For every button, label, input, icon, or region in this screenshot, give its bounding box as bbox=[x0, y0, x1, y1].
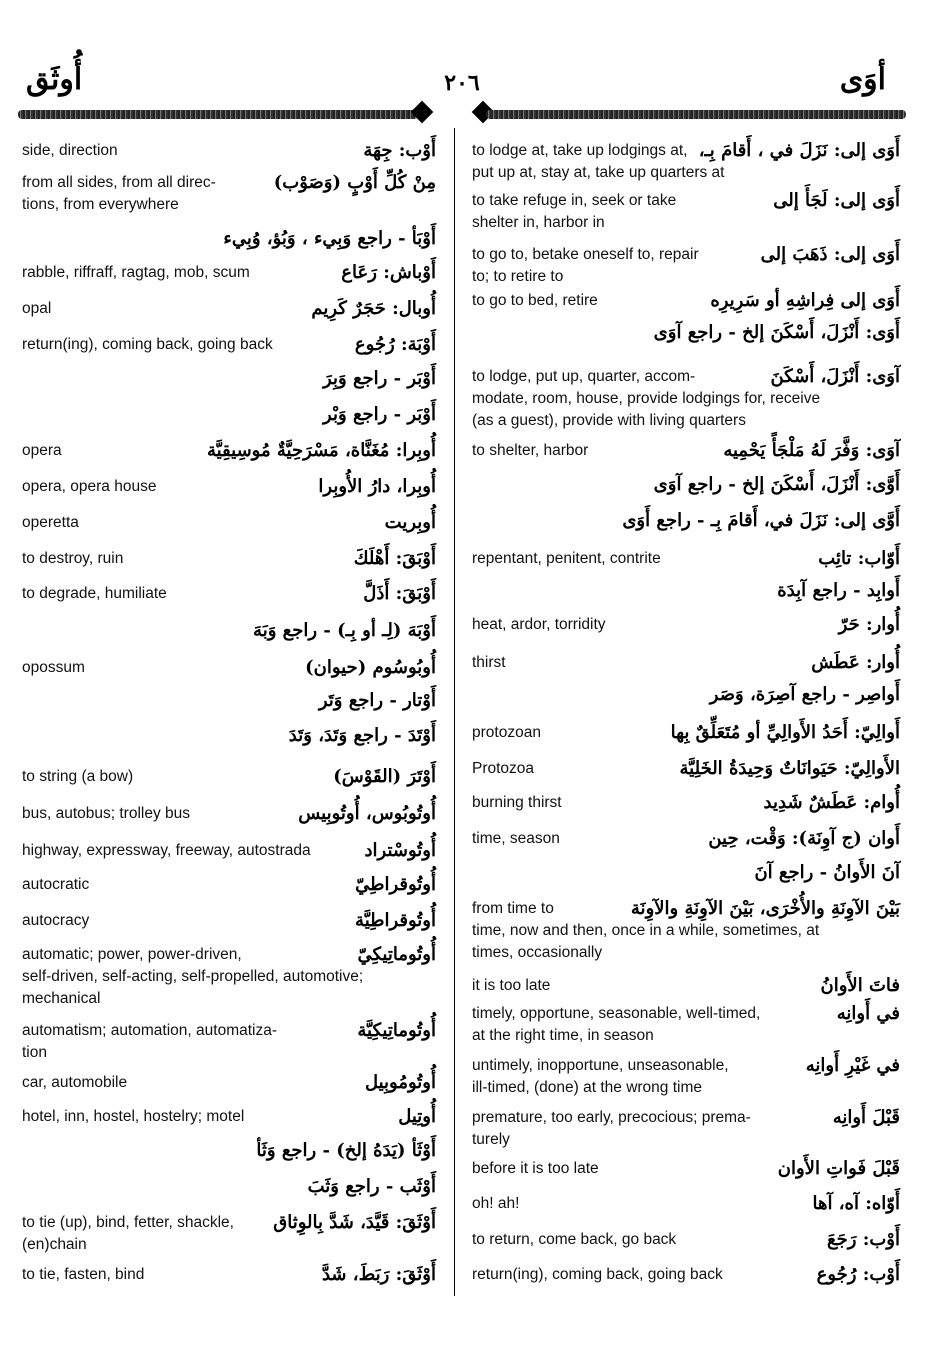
arabic-headword: قَبْلَ أَوانِه bbox=[832, 1107, 900, 1128]
arabic-headword: أَوالِيّ: أَحَدُ الأَوالِيِّ أو مُتَعَلِّقٌ بِها bbox=[670, 722, 900, 743]
english-definition: opossum bbox=[22, 659, 85, 676]
arabic-headword: أُوبِريت bbox=[384, 512, 436, 533]
arabic-headword: أُوام: عَطَشٌ شَدِيد bbox=[763, 792, 900, 813]
arabic-headword: في غَيْرِ أَوانِه bbox=[805, 1055, 900, 1076]
arabic-headword: بَيْنَ الآوِنَةِ والأُخْرَى، بَيْنَ الآوِنَةِ والآوِنَة bbox=[630, 898, 900, 919]
english-definition: it is too late bbox=[472, 977, 551, 994]
english-definition: from all sides, from all direc- tions, from everywhere bbox=[22, 174, 216, 213]
arabic-headword: أُوتُوقراطِيَّة bbox=[355, 910, 436, 931]
english-definition: to return, come back, go back bbox=[472, 1231, 677, 1248]
arabic-headword: أُوتُوماتِيكِيَّة bbox=[357, 1020, 436, 1041]
english-definition: premature, too early, precocious; prema- turely bbox=[472, 1109, 751, 1148]
arabic-headword: الأَوالِيّ: حَيَوانَاتٌ وَحِيدَةُ الخَلِيَّة bbox=[679, 758, 900, 779]
arabic-headword: أَوَى إلى: نَزَلَ في ، أَقامَ بِـ، bbox=[698, 140, 900, 161]
english-definition: return(ing), coming back, going back bbox=[22, 336, 273, 353]
arabic-headword: أَوَى إلى: ذَهَبَ إلى bbox=[760, 244, 900, 265]
arabic-headword: أَوْبَقَ: أَذَلَّ bbox=[363, 583, 436, 604]
arabic-headword: أَوْبَأ - راجع وَبِيء ، وَبُؤ، وُبِيء bbox=[223, 228, 436, 249]
arabic-headword: أَوْتَرَ (القَوْسَ) bbox=[333, 766, 436, 787]
arabic-headword: أُوتِيل bbox=[398, 1106, 436, 1127]
english-definition: opal bbox=[22, 300, 52, 317]
arabic-headword: أَوَى إلى: لَجَأَ إلى bbox=[773, 190, 900, 211]
english-definition: autocracy bbox=[22, 912, 90, 929]
arabic-headword: آوَى: وَفَّرَ لَهُ مَلْجَأً يَحْمِيه bbox=[723, 440, 900, 461]
english-definition: protozoan bbox=[472, 724, 541, 741]
arabic-headword: أَوْثَأ (يَدَهُ إلخ) - راجع وَثَأ bbox=[256, 1140, 436, 1161]
english-definition: repentant, penitent, contrite bbox=[472, 550, 661, 567]
english-definition: thirst bbox=[472, 654, 506, 671]
arabic-headword: في أَوانِه bbox=[836, 1003, 900, 1024]
english-definition: to destroy, ruin bbox=[22, 550, 124, 567]
english-definition: to degrade, humiliate bbox=[22, 585, 167, 602]
arabic-headword: أَوْثَب - راجع وَثَبَ bbox=[307, 1176, 436, 1197]
page-number: ٢٠٦ bbox=[444, 70, 480, 96]
english-definition: oh! ah! bbox=[472, 1195, 520, 1212]
arabic-headword: أَوْتار - راجع وَتَر bbox=[318, 690, 436, 711]
english-definition: to shelter, harbor bbox=[472, 442, 589, 459]
english-definition: burning thirst bbox=[472, 794, 562, 811]
arabic-headword: أَوْبَهَ (لِـ أو بِـ) - راجع وَبَهَ bbox=[253, 620, 436, 641]
english-definition: automatic; power, power-driven, self-driven, self-acting, self-propelled, automotive; mechanical bbox=[22, 946, 364, 1007]
arabic-headword: أُوبِرا، دارُ الأُوبِرا bbox=[318, 476, 436, 497]
english-definition: car, automobile bbox=[22, 1074, 128, 1091]
english-definition: to go to, betake oneself to, repair to; to retire to bbox=[472, 246, 699, 285]
column-divider bbox=[454, 128, 455, 1296]
arabic-headword: مِنْ كُلِّ أَوْبٍ (وَصَوْب) bbox=[273, 172, 436, 193]
arabic-headword: أُوتُومُوبِيل bbox=[364, 1072, 436, 1093]
arabic-headword: أَوْب: جِهَة bbox=[363, 140, 436, 161]
english-definition: to lodge at, take up lodgings at, put up at, stay at, take up quarters at bbox=[472, 142, 725, 181]
english-definition: hotel, inn, hostel, hostelry; motel bbox=[22, 1108, 245, 1125]
english-definition: side, direction bbox=[22, 142, 118, 159]
arabic-headword: أَوْبَة: رُجُوع bbox=[354, 334, 436, 355]
english-definition: Protozoa bbox=[472, 760, 535, 777]
arabic-headword: أَوَى: أَنْزَلَ، أَسْكَنَ إلخ - راجع آوَى bbox=[653, 322, 900, 343]
arabic-headword: أُوار: عَطَش bbox=[811, 652, 900, 673]
english-definition: opera bbox=[22, 442, 62, 459]
english-definition: opera, opera house bbox=[22, 478, 157, 495]
arabic-headword: أَوْبَر - راجع وَبْر bbox=[323, 404, 436, 425]
english-definition: highway, expressway, freeway, autostrada bbox=[22, 842, 311, 859]
english-definition: to take refuge in, seek or take shelter in, harbor in bbox=[472, 192, 677, 231]
arabic-headword: أَوْبَر - راجع وَبِرَ bbox=[323, 368, 436, 389]
english-definition: to string (a bow) bbox=[22, 768, 134, 785]
arabic-headword: أُوبال: حَجَرٌ كَرِيم bbox=[311, 298, 436, 319]
arabic-headword: أَوّاه: آه، آها bbox=[812, 1193, 900, 1214]
english-definition: to go to bed, retire bbox=[472, 292, 598, 309]
guide-word-left: أُوثَق bbox=[26, 62, 83, 97]
right-column bbox=[466, 0, 906, 1359]
english-definition: bus, autobus; trolley bus bbox=[22, 805, 191, 822]
arabic-headword: أُوتُوماتِيكِيّ bbox=[357, 944, 436, 965]
arabic-headword: أَواصِر - راجع آصِرَة، وَصَر bbox=[709, 684, 900, 705]
arabic-headword: قَبْلَ فَواتِ الأَوان bbox=[777, 1158, 900, 1179]
english-definition: autocratic bbox=[22, 876, 90, 893]
arabic-headword: فاتَ الأَوانُ bbox=[820, 975, 900, 996]
english-definition: return(ing), coming back, going back bbox=[472, 1266, 723, 1283]
arabic-headword: أُوتُوبُوس، أُوتُوبِيس bbox=[298, 803, 436, 824]
english-definition: before it is too late bbox=[472, 1160, 599, 1177]
english-definition: untimely, inopportune, unseasonable, ill-timed, (done) at the wrong time bbox=[472, 1057, 729, 1096]
arabic-headword: أُوتُوسْتراد bbox=[364, 840, 436, 861]
arabic-headword: أُوبِرا: مُغَنَّاة، مَسْرَحِيَّةٌ مُوسِيقِيَّة bbox=[206, 440, 436, 461]
arabic-headword: أَوْثَقَ: قَيَّدَ، شَدَّ بِالوِثاق bbox=[273, 1212, 436, 1233]
arabic-headword: أَوَى إلى فِراشِهِ أو سَرِيرِه bbox=[710, 290, 900, 311]
english-definition: heat, ardor, torridity bbox=[472, 616, 606, 633]
arabic-headword: أَوّاب: تائِب bbox=[818, 548, 900, 569]
arabic-headword: أَوْبَقَ: أَهْلَكَ bbox=[353, 548, 436, 569]
arabic-headword: أَوْب: رَجَعَ bbox=[827, 1229, 900, 1250]
english-definition: to tie, fasten, bind bbox=[22, 1266, 145, 1283]
left-column bbox=[14, 0, 442, 1359]
english-definition: to tie (up), bind, fetter, shackle, (en)chain bbox=[22, 1214, 234, 1253]
arabic-headword: أُوتُوقراطِيّ bbox=[355, 874, 436, 895]
arabic-headword: أَوابِد - راجع آبِدَة bbox=[777, 580, 900, 601]
guide-word-right: أوَى bbox=[839, 62, 886, 97]
arabic-headword: أُوبُوسُوم (حيوان) bbox=[305, 657, 436, 678]
arabic-headword: آنَ الأَوانُ - راجع آنَ bbox=[754, 862, 900, 883]
english-definition: to lodge, put up, quarter, accom- modate, room, house, provide lodgings for, receive (as a guest), provide with living quarters bbox=[472, 368, 821, 429]
english-definition: time, season bbox=[472, 830, 560, 847]
english-definition: rabble, riffraff, ragtag, mob, scum bbox=[22, 264, 250, 281]
arabic-headword: أَوَّى إلى: نَزَلَ في، أَقامَ بِـ - راجع أَوَى bbox=[622, 510, 900, 531]
english-definition: from time to time, now and then, once in a while, sometimes, at times, occasionally bbox=[472, 900, 820, 961]
arabic-headword: أَوَّى: أَنْزَلَ، أَسْكَنَ إلخ - راجع آوَى bbox=[653, 474, 900, 495]
english-definition: timely, opportune, seasonable, well-timed, at the right time, in season bbox=[472, 1005, 761, 1044]
arabic-headword: أَوْتَدَ - راجع وَتَدَ، وَتَدَ bbox=[288, 725, 436, 746]
arabic-headword: أُوار: حَرّ bbox=[838, 614, 900, 635]
arabic-headword: أَوْب: رُجُوع bbox=[816, 1264, 900, 1285]
arabic-headword: أَوْثَقَ: رَبَطَ، شَدَّ bbox=[321, 1264, 436, 1285]
english-definition: automatism; automation, automatiza- tion bbox=[22, 1022, 278, 1061]
arabic-headword: آوَى: أَنْزَلَ، أَسْكَنَ bbox=[770, 366, 900, 387]
arabic-headword: أَوْباش: رَعَاع bbox=[341, 262, 436, 283]
arabic-headword: أَوان (ج آوِنَة): وَقْت، حِين bbox=[708, 828, 900, 849]
english-definition: operetta bbox=[22, 514, 79, 531]
